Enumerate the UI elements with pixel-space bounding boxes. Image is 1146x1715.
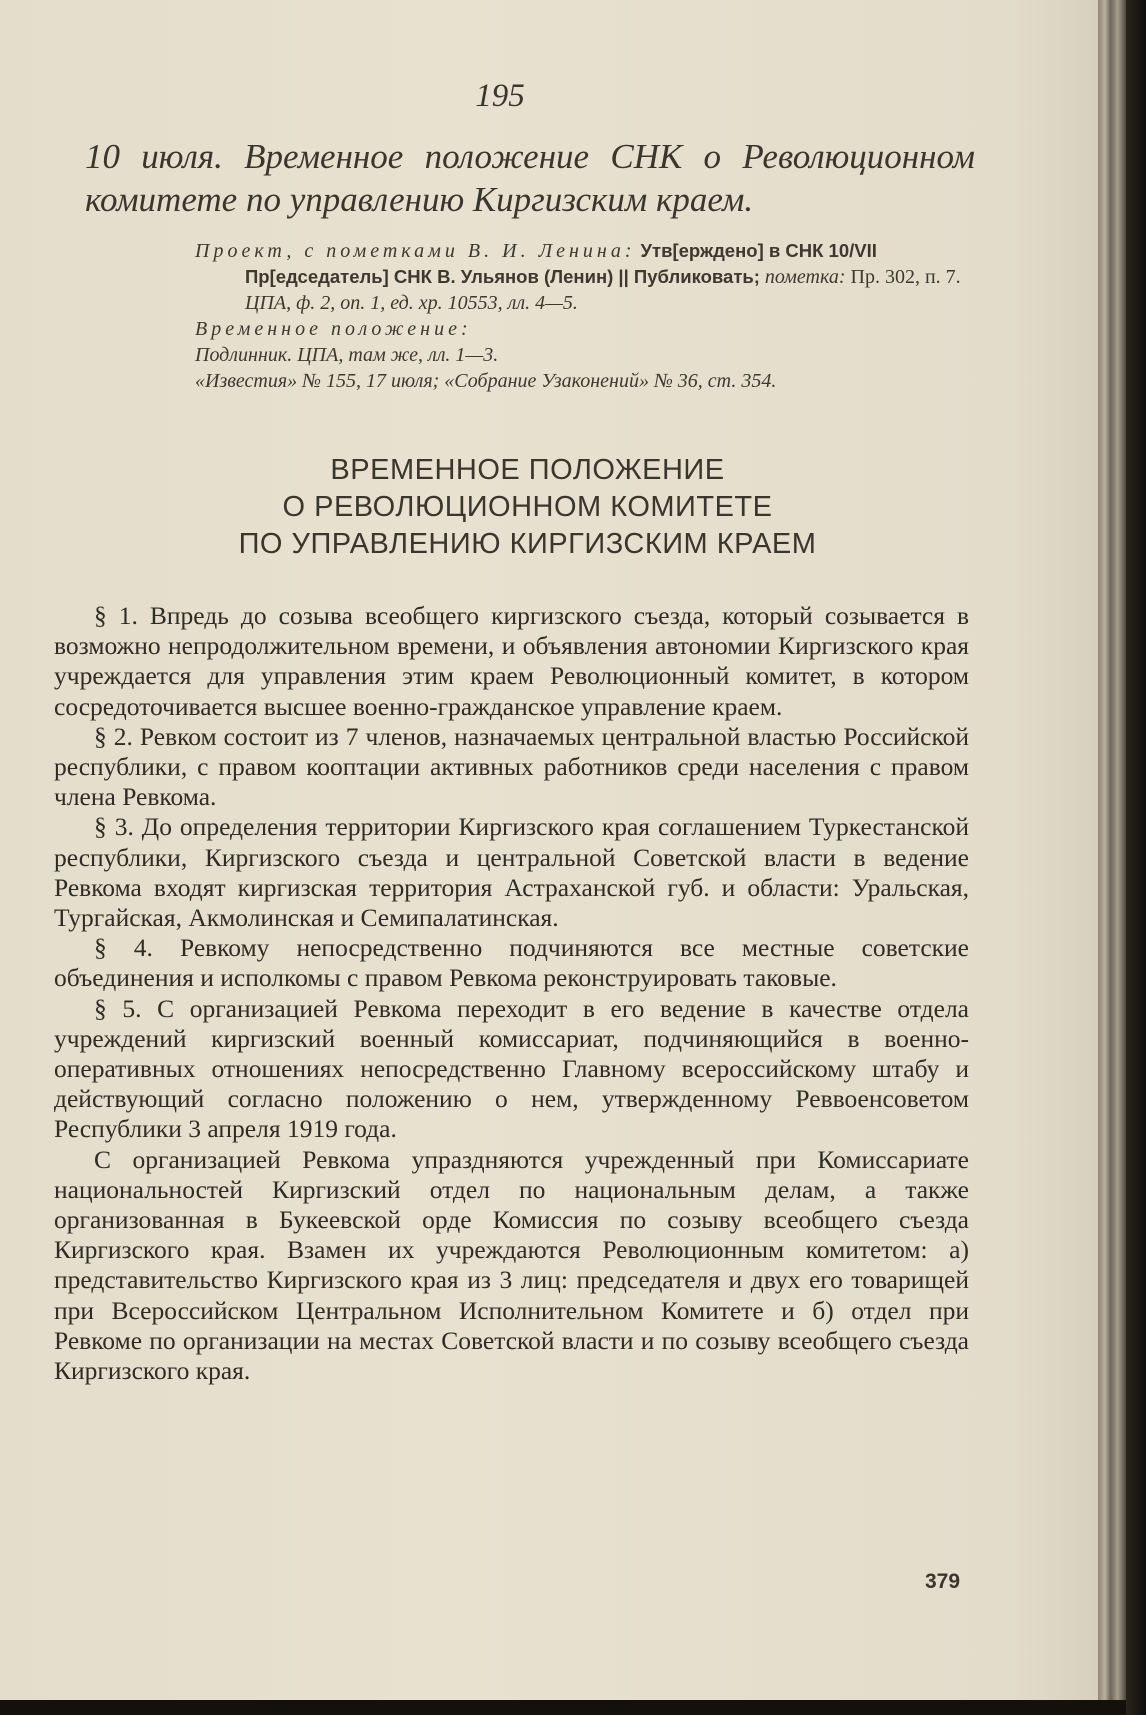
draft-mark-label: пометка: — [764, 266, 846, 288]
paragraph-4: § 4. Ревкому непосредственно подчиняются все местные советские объединения и исполкомы с правом Ревкома реконструировать таковые. — [54, 933, 969, 993]
heading-line-1: ВРЕМЕННОЕ ПОЛОЖЕНИЕ — [330, 454, 725, 486]
paragraph-6: С организацией Ревкома упраздняются учрежденный при Комиссариате национальностей Киргизский отдел по национальным делам, а также организованная в Букеевской орде Комиссия по созыву всеобщего съезда Киргизского края. Взамен их учреждаются Революционным комитетом: а) представительство Киргизского края из 3 лиц: председателя и двух его товарищей при Всероссийском Центральном Исполнительном Комитете и б) отдел при Ревкоме по организации на местах Советской власти и по созыву всеобщего съезда Киргизского края. — [54, 1144, 969, 1386]
original-ref: Подлинник. ЦПА, там же, лл. 1—3. — [195, 344, 499, 366]
draft-note — [195, 238, 967, 316]
publication-ref: «Известия» № 155, 17 июля; «Собрание Узаконений» № 36, ст. 354. — [195, 370, 777, 392]
paragraph-3: § 3. До определения территории Киргизского края соглашением Туркестанской республики, Киргизского съезда и центральной Советской власти в ведение Ревкома входят киргизская территория Астраханской губ. и области: Уральская, Тургайская, Акмолинская и Семипалатинская. — [54, 812, 969, 933]
provision-label: Временное положение: — [195, 318, 472, 340]
book-binding — [1126, 0, 1146, 1715]
draft-archive: ЦПА, ф. 2, оп. 1, ед. хр. 10553, лл. 4—5. — [245, 292, 578, 314]
page-edge — [1098, 0, 1126, 1700]
heading-line-3: ПО УПРАВЛЕНИЮ КИРГИЗСКИМ КРАЕМ — [238, 528, 817, 560]
document-number: 195 — [475, 78, 525, 114]
body-text — [54, 601, 969, 1386]
heading-line-2: О РЕВОЛЮЦИОННОМ КОМИТЕТЕ — [282, 491, 773, 523]
bottom-shadow — [0, 1700, 1126, 1715]
draft-mark-text: Пр. 302, п. 7. — [850, 266, 961, 288]
source-note — [195, 238, 967, 394]
paragraph-2: § 2. Ревком состоит из 7 членов, назначаемых центральной властью Российской республики, с правом кооптации активных работников среди населения с правом члена Ревкома. — [54, 721, 969, 812]
document-title: 10 июля. Временное положение СНК о Революционном комитете по управлению Киргизским краем. — [85, 137, 975, 219]
draft-label: Проект, с пометками В. И. Ленина: — [195, 240, 636, 262]
draft-approval: Утв[ерждено] в СНК 10/VII Пр[едседатель] СНК В. Ульянов (Ленин) || Публиковать; — [245, 240, 877, 287]
page-number: 379 — [925, 1570, 961, 1593]
paragraph-5: § 5. С организацией Ревкома переходит в его ведение в качестве отдела учреждений киргизский военный комиссариат, подчиняющийся в военно-оперативных отношениях непосредственно Главному всероссийскому штабу и действующий согласно положению о нем, утвержденному Реввоенсоветом Республики 3 апреля 1919 года. — [54, 993, 969, 1144]
section-heading — [100, 452, 955, 563]
paragraph-1: § 1. Впредь до созыва всеобщего киргизского съезда, который созывается в возможно непродолжительном времени, и объявления автономии Киргизского края учреждается для управления этим краем Революционный комитет, в котором сосредоточивается высшее военно-гражданское управление краем. — [54, 601, 969, 721]
